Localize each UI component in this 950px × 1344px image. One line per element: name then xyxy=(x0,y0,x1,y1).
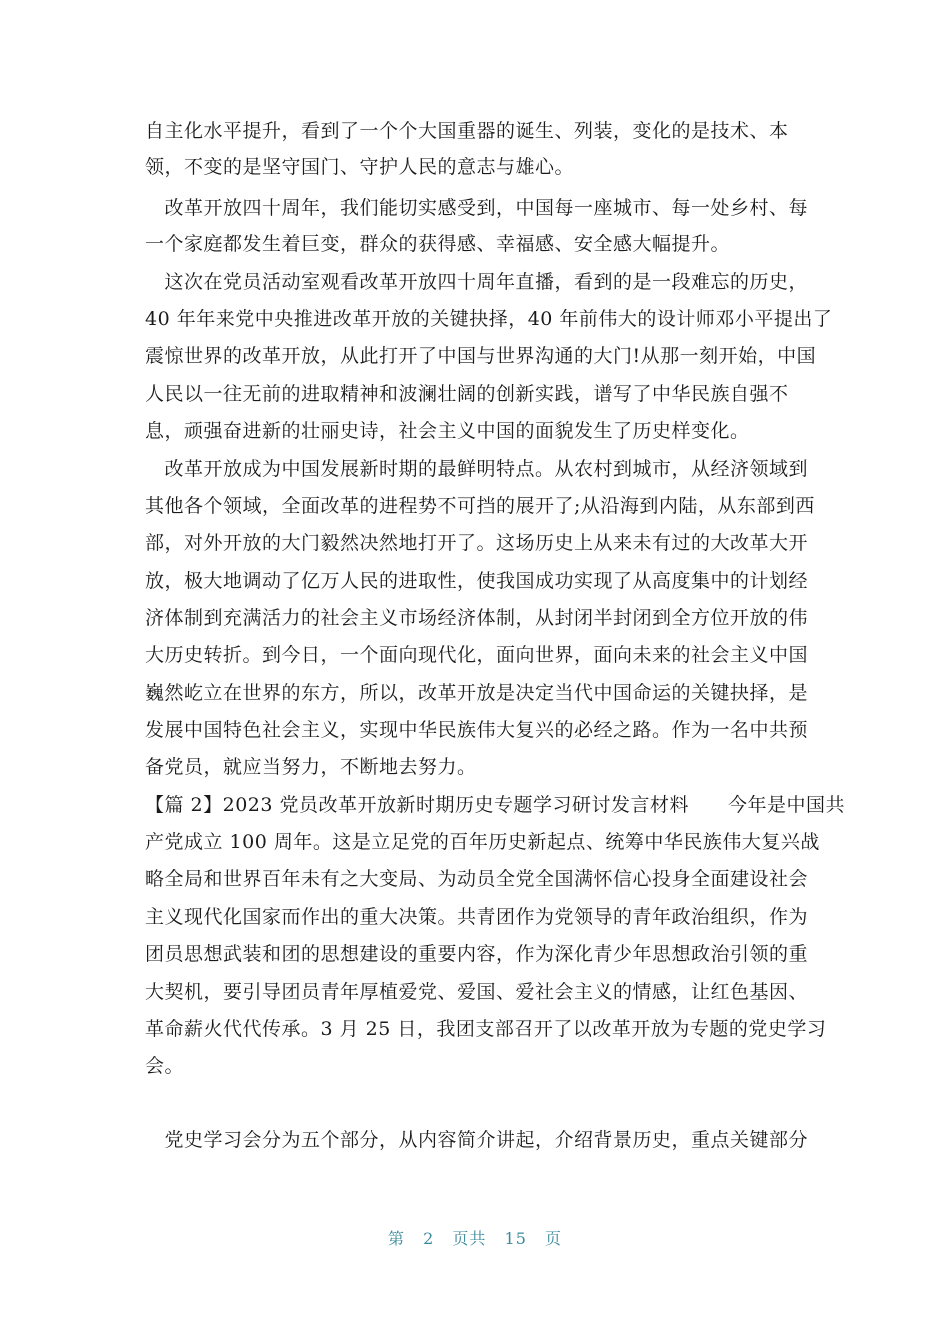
text-line: 改革开放四十周年，我们能切实感受到，中国每一座城市、每一处乡村、每 xyxy=(145,197,809,219)
page-footer xyxy=(0,1226,950,1249)
text-line: 略全局和世界百年未有之大变局、为动员全党全国满怀信心投身全面建设社会 xyxy=(145,868,809,890)
text-line: 会。 xyxy=(145,1055,185,1077)
text-line: 党史学习会分为五个部分，从内容简介讲起，介绍背景历史，重点关键部分 xyxy=(145,1129,809,1151)
text-line: 放，极大地调动了亿万人民的进取性，使我国成功实现了从高度集中的计划经 xyxy=(145,570,809,592)
text-line: 济体制到充满活力的社会主义市场经济体制，从封闭半封闭到全方位开放的伟 xyxy=(145,607,809,629)
section-heading-line: 【篇 2】2023 党员改革开放新时期历史专题学习研讨发言材料 今年是中国共 xyxy=(145,794,846,816)
text-line: 主义现代化国家而作出的重大决策。共青团作为党领导的青年政治组织，作为 xyxy=(145,906,809,928)
text-line: 一个家庭都发生着巨变，群众的获得感、幸福感、安全感大幅提升。 xyxy=(145,233,731,255)
footer-current-page: 2 xyxy=(423,1229,435,1248)
text-line: 发展中国特色社会主义，实现中华民族伟大复兴的必经之路。作为一名中共预 xyxy=(145,719,809,741)
text-line: 部，对外开放的大门毅然决然地打开了。这场历史上从来未有过的大改革大开 xyxy=(145,532,809,554)
text-line: 备党员，就应当努力，不断地去努力。 xyxy=(145,756,477,778)
text-line: 革命薪火代代传承。3 月 25 日，我团支部召开了以改革开放为专题的党史学习 xyxy=(145,1018,827,1040)
text-line: 领，不变的是坚守国门、守护人民的意志与雄心。 xyxy=(145,156,575,178)
text-line: 人民以一往无前的进取精神和波澜壮阔的创新实践，谱写了中华民族自强不 xyxy=(145,383,789,405)
text-line: 这次在党员活动室观看改革开放四十周年直播，看到的是一段难忘的历史， xyxy=(145,271,809,293)
text-line: 震惊世界的改革开放，从此打开了中国与世界沟通的大门!从那一刻开始，中国 xyxy=(145,345,817,367)
text-line: 改革开放成为中国发展新时期的最鲜明特点。从农村到城市，从经济领域到 xyxy=(145,458,809,480)
footer-prefix: 第 xyxy=(388,1229,406,1248)
text-line: 其他各个领域，全面改革的进程势不可挡的展开了;从沿海到内陆，从东部到西 xyxy=(145,495,815,517)
text-line: 团员思想武装和团的思想建设的重要内容，作为深化青少年思想政治引领的重 xyxy=(145,943,809,965)
text-line: 大契机，要引导团员青年厚植爱党、爱国、爱社会主义的情感，让红色基因、 xyxy=(145,981,809,1003)
text-line: 40 年年来党中央推进改革开放的关键抉择，40 年前伟大的设计师邓小平提出了 xyxy=(145,308,833,330)
footer-middle: 页共 xyxy=(452,1229,487,1248)
text-line: 息，顽强奋进新的壮丽史诗，社会主义中国的面貌发生了历史样变化。 xyxy=(145,420,750,442)
footer-suffix: 页 xyxy=(544,1229,562,1248)
footer-total-pages: 15 xyxy=(504,1229,527,1248)
text-line: 大历史转折。到今日，一个面向现代化，面向世界，面向未来的社会主义中国 xyxy=(145,644,809,666)
text-line: 自主化水平提升，看到了一个个大国重器的诞生、列装，变化的是技术、本 xyxy=(145,120,789,142)
text-line: 产党成立 100 周年。这是立足党的百年历史新起点、统筹中华民族伟大复兴战 xyxy=(145,831,820,853)
text-line: 巍然屹立在世界的东方，所以，改革开放是决定当代中国命运的关键抉择，是 xyxy=(145,682,809,704)
